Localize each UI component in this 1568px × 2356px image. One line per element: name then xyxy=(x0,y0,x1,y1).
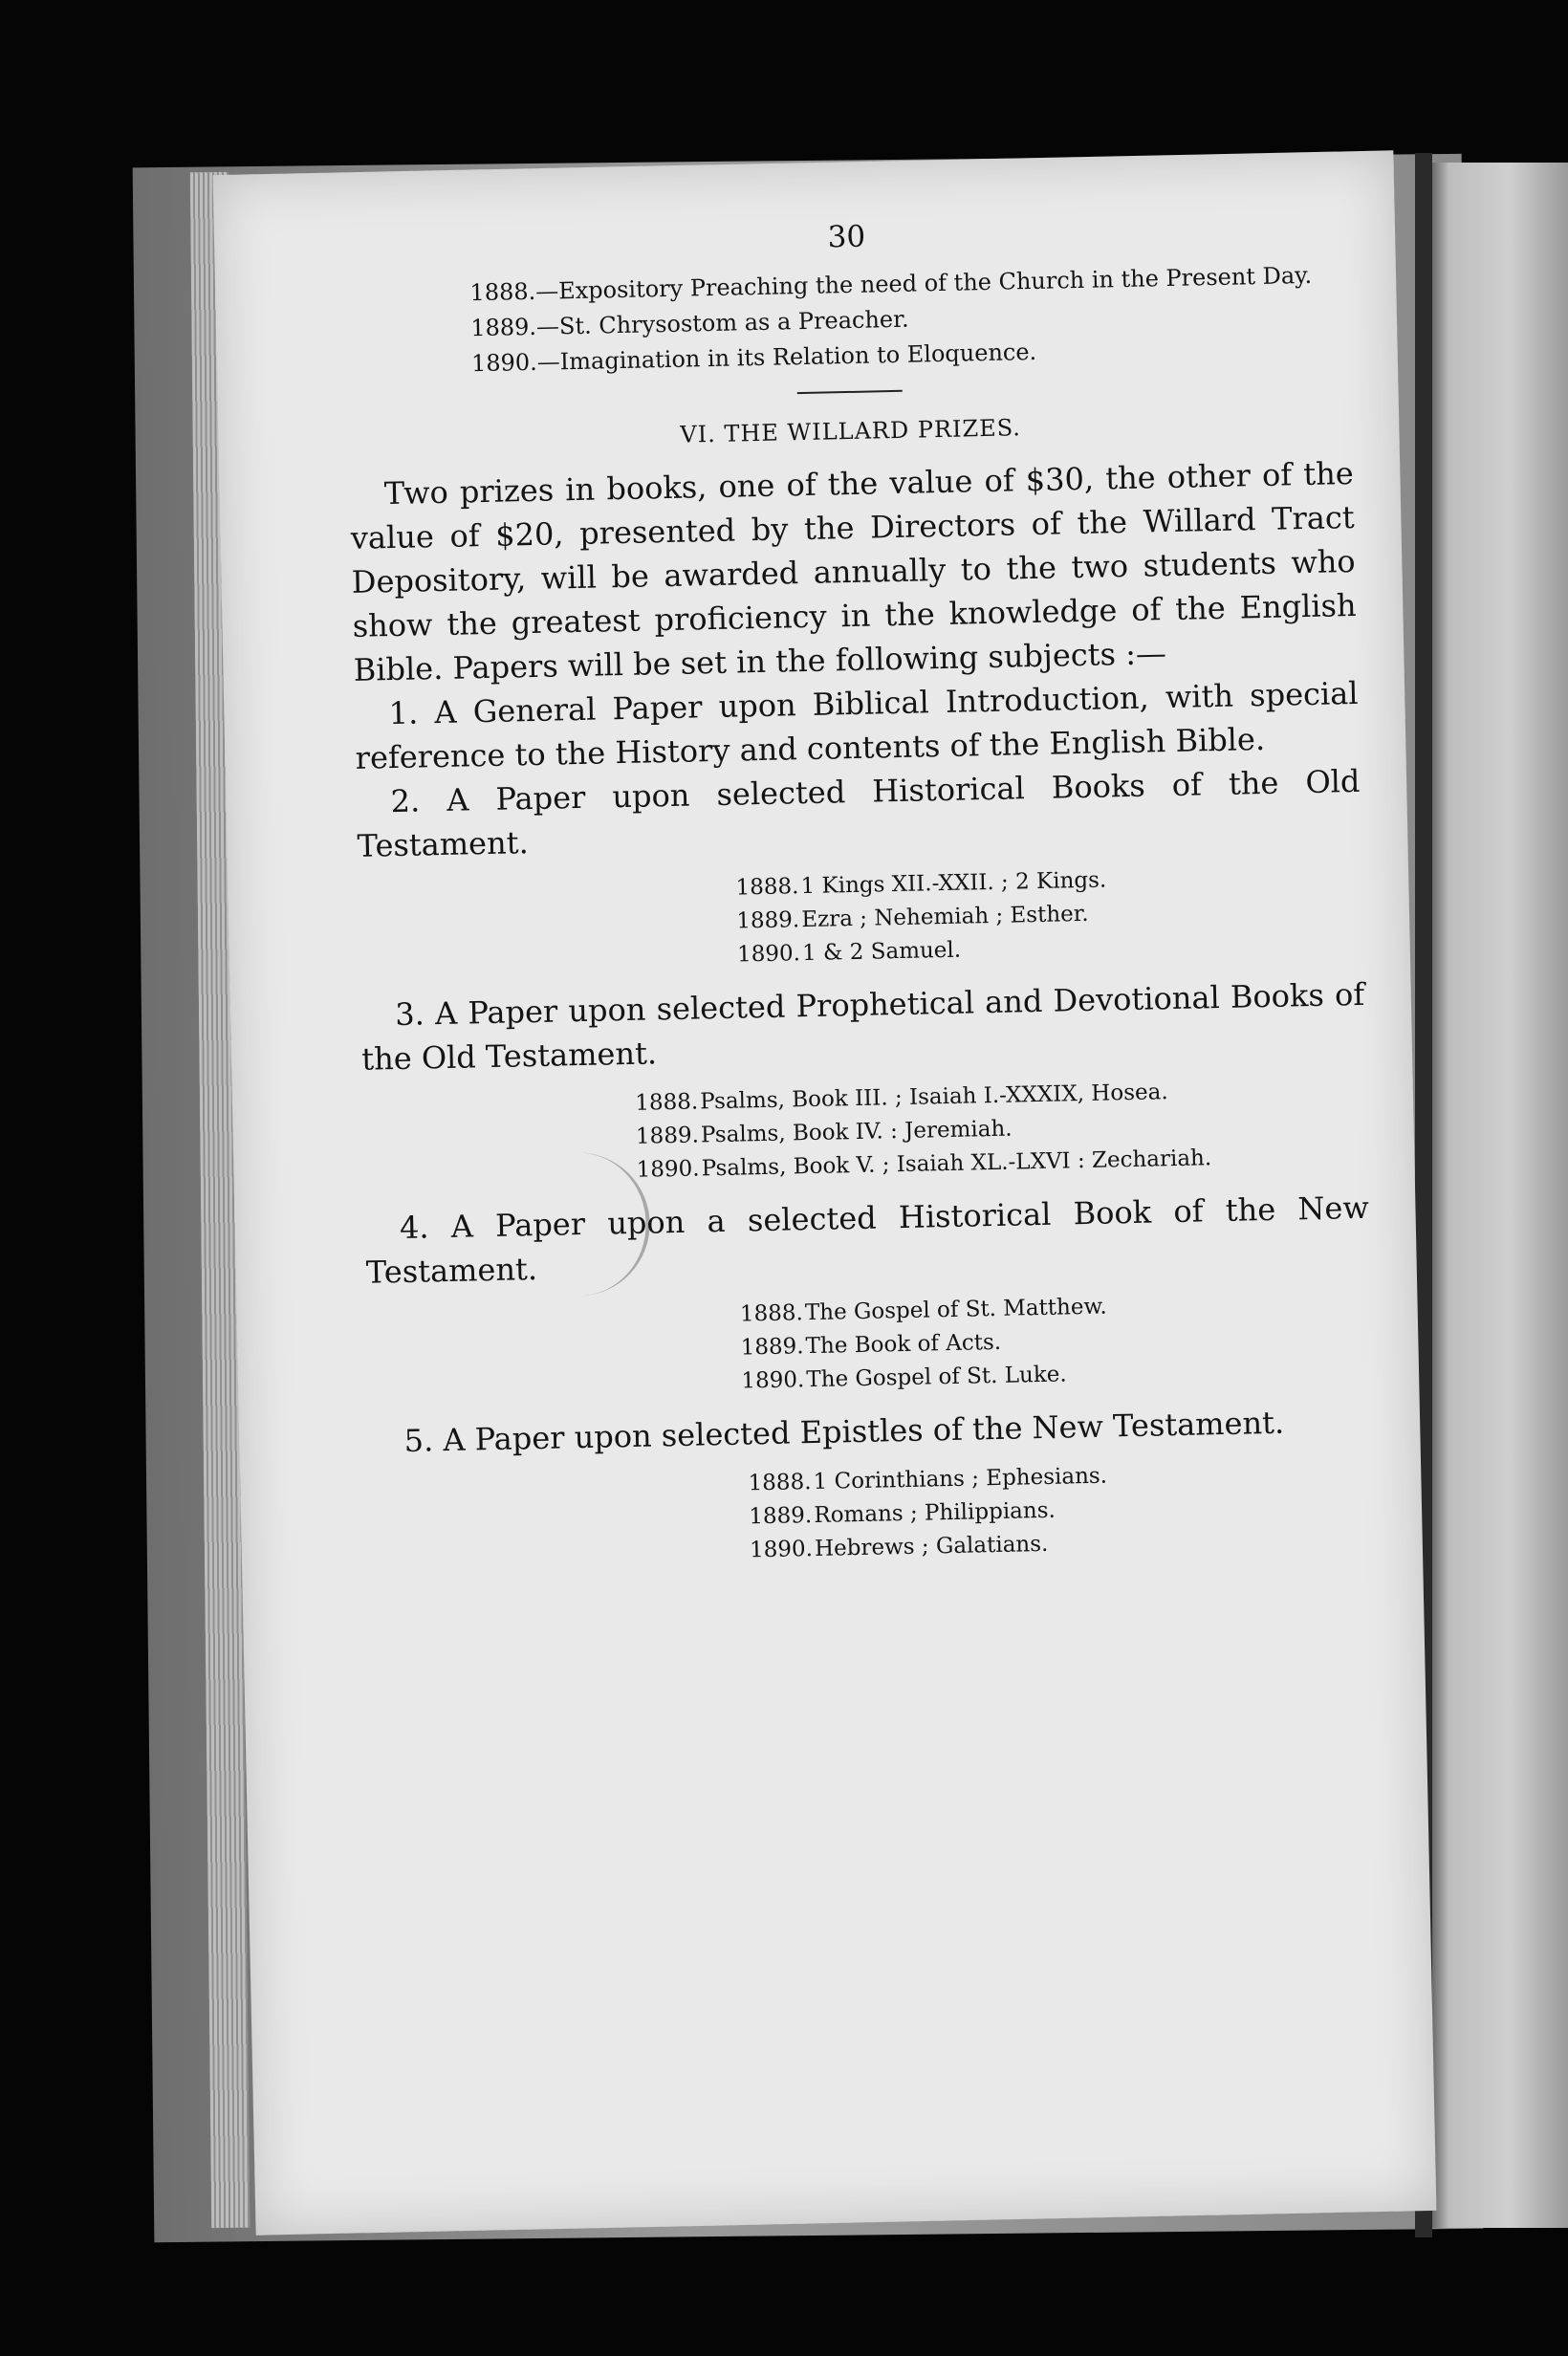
reading-text: The Gospel of St. Matthew. xyxy=(804,1294,1107,1326)
prior-theme-year: 1889. xyxy=(469,313,537,342)
subject-item-1: 1. A General Paper upon Biblical Introduction, with special reference to the History and contents of the English Bible. xyxy=(355,674,1359,776)
prior-theme-year: 1890. xyxy=(470,348,538,378)
reading-year: 1889. xyxy=(749,1503,813,1530)
reading-text: Romans ; Philippians. xyxy=(814,1497,1056,1528)
reading-year: 1890. xyxy=(749,1537,814,1563)
page-content xyxy=(344,209,1377,1589)
prior-theme-text: —Imagination in its Relation to Eloquence. xyxy=(536,338,1037,376)
subject-5-readings xyxy=(370,1454,1376,1576)
prior-theme-year: 1888. xyxy=(469,277,536,307)
reading-text: Hebrews ; Galatians. xyxy=(814,1531,1049,1561)
reading-year: 1889. xyxy=(635,1123,700,1149)
section-divider xyxy=(797,390,903,394)
reading-year: 1890. xyxy=(736,941,801,968)
prior-theme-text: —Expository Preaching the need of the Church in the Present Day. xyxy=(534,261,1313,305)
subject-item-3: 3. A Paper upon selected Prophetical and Devotional Books of the Old Testament. xyxy=(360,975,1365,1078)
reading-year: 1888. xyxy=(635,1089,699,1116)
facing-page-edge xyxy=(1423,163,1568,2228)
subject-3-readings xyxy=(362,1072,1368,1193)
prior-theme-text: —St. Chrysostom as a Preacher. xyxy=(535,305,909,340)
section-title: VI. THE WILLARD PRIZES. xyxy=(680,414,1022,448)
reading-year: 1890. xyxy=(741,1367,805,1394)
reading-text: 1 & 2 Samuel. xyxy=(801,937,962,967)
reading-year: 1890. xyxy=(636,1156,700,1183)
reading-text: Psalms, Book V. ; Isaiah XL.-LXVI : Zechariah. xyxy=(701,1145,1212,1182)
reading-year: 1888. xyxy=(739,1300,804,1327)
reading-year: 1889. xyxy=(740,1334,804,1361)
subject-item-2: 2. A Paper upon selected Historical Books of the Old Testament. xyxy=(357,762,1361,864)
reading-year: 1888. xyxy=(748,1470,812,1496)
intro-paragraph: Two prizes in books, one of the value of $30, the other of the value of $20, presented by the Directors of the Willard Tract Depository, will be awarded annually to the two students who show the greatest proficiency in the knowledge of the English Bible. Papers will be set in the following subjects :— xyxy=(350,454,1357,688)
subject-2-readings xyxy=(358,859,1363,980)
reading-text: 1 Kings XII.-XXII. ; 2 Kings. xyxy=(800,867,1107,900)
reading-text: The Gospel of St. Luke. xyxy=(806,1362,1067,1393)
page-number: 30 xyxy=(827,219,866,255)
reading-text: 1 Corinthians ; Ephesians. xyxy=(813,1463,1108,1495)
subject-item-4: 4. A Paper upon a selected Historical Book of the New Testament. xyxy=(365,1189,1370,1291)
reading-year: 1889. xyxy=(736,907,800,934)
reading-year: 1888. xyxy=(735,874,799,901)
reading-text: Psalms, Book III. ; Isaiah I.-XXXIX, Hosea. xyxy=(700,1080,1168,1115)
prior-themes-list xyxy=(469,257,1351,379)
reading-text: The Book of Acts. xyxy=(805,1329,1002,1360)
subject-item-5: 5. A Paper upon selected Epistles of the New Testament. xyxy=(403,1404,1285,1459)
reading-text: Ezra ; Nehemiah ; Esther. xyxy=(801,901,1089,933)
subject-4-readings xyxy=(367,1285,1373,1407)
reading-text: Psalms, Book IV. : Jeremiah. xyxy=(700,1116,1013,1148)
